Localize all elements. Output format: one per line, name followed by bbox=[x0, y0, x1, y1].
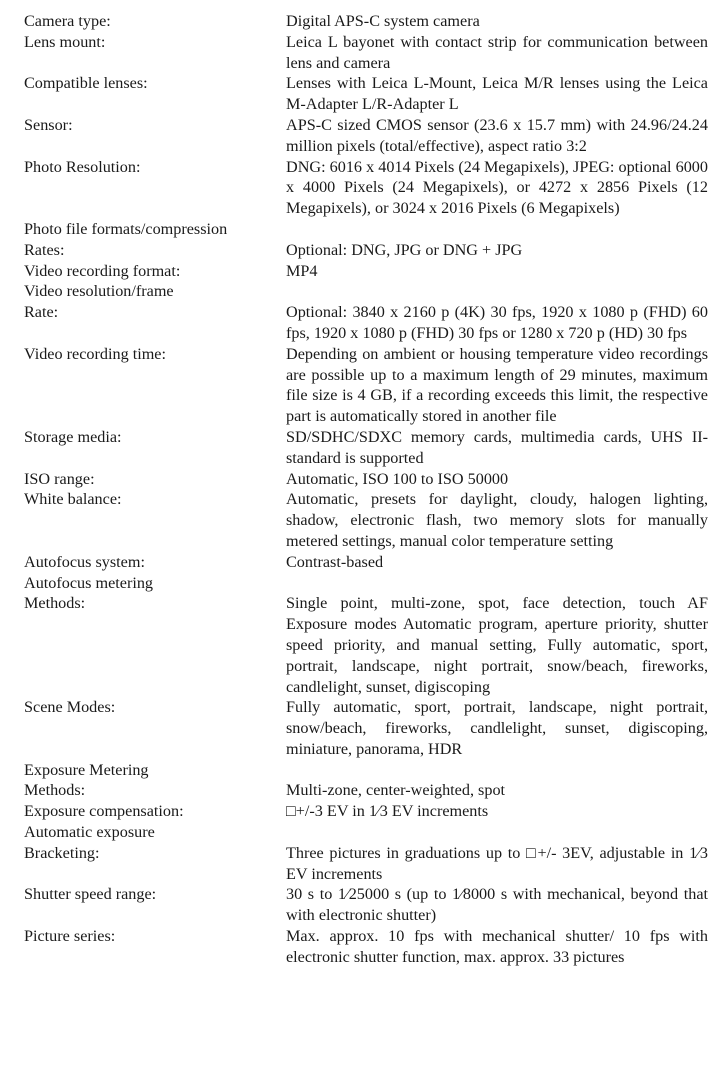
spec-value: Contrast-based bbox=[286, 552, 384, 571]
spec-label: Methods: bbox=[24, 594, 86, 613]
spec-label: Video resolution/frame bbox=[24, 282, 174, 301]
spec-label: Exposure compensation: bbox=[24, 802, 184, 821]
spec-label: Exposure Metering bbox=[24, 760, 149, 779]
spec-label: Shutter speed range: bbox=[24, 885, 157, 904]
spec-value: Depending on ambient or housing temperature video recordings are possible up to a maximum length of 29 minutes, maximum file size is 4 GB, if a recording exceeds this limit, the respective part is automatically stored in another file bbox=[286, 344, 708, 426]
spec-value: DNG: 6016 x 4014 Pixels (24 Megapixels), JPEG: optional 6000 x 4000 Pixels (24 Megapixels), or 4272 x 2856 Pixels (12 Megapixels), or 3024 x 2016 Pixels (6 Megapixels) bbox=[286, 157, 708, 218]
spec-row-shutter-speed-range bbox=[24, 884, 708, 926]
spec-row-picture-series bbox=[24, 926, 708, 968]
spec-label: Lens mount: bbox=[24, 32, 106, 51]
spec-label: White balance: bbox=[24, 490, 122, 509]
spec-value: SD/SDHC/SDXC memory cards, multimedia cards, UHS II-standard is supported bbox=[286, 427, 708, 467]
spec-row-video-resolution-heading bbox=[24, 281, 708, 302]
spec-value: Max. approx. 10 fps with mechanical shutter/ 10 fps with electronic shutter function, max. approx. 33 pictures bbox=[286, 927, 708, 966]
spec-value: Three pictures in graduations up to □+/- 3EV, adjustable in 1⁄3 EV increments bbox=[286, 843, 708, 883]
spec-row-storage-media bbox=[24, 427, 708, 469]
spec-value: Digital APS-C system camera bbox=[286, 12, 480, 30]
spec-value: 30 s to 1⁄25000 s (up to 1⁄8000 s with mechanical, beyond that with electronic shutter) bbox=[286, 885, 708, 925]
spec-value: Lenses with Leica L-Mount, Leica M/R lenses using the Leica M-Adapter L/R-Adapter L bbox=[286, 74, 708, 114]
spec-value: Multi-zone, center-weighted, spot bbox=[286, 781, 506, 800]
spec-sheet bbox=[24, 11, 708, 968]
spec-label: Photo file formats/compression bbox=[24, 219, 228, 238]
spec-value: □+/-3 EV in 1⁄3 EV increments bbox=[286, 802, 489, 821]
spec-row-bracketing bbox=[24, 843, 708, 885]
spec-value: Single point, multi-zone, spot, face detection, touch AF Exposure modes Automatic program, aperture priority, shutter speed priority, and manual setting, Fully automatic, sport, portrait, landscape, night portrait, snow/beach, fireworks, candlelight, sunset, digiscoping bbox=[286, 594, 708, 696]
spec-label: Video recording time: bbox=[24, 344, 166, 363]
spec-label: Photo Resolution: bbox=[24, 157, 141, 176]
spec-label: Video recording format: bbox=[24, 261, 181, 280]
spec-row-exposure-compensation bbox=[24, 801, 708, 822]
spec-label: Autofocus metering bbox=[24, 573, 154, 592]
spec-row-exposure-metering-heading bbox=[24, 760, 708, 781]
spec-label: Bracketing: bbox=[24, 843, 100, 862]
spec-label: Rates: bbox=[24, 240, 65, 259]
spec-label: Automatic exposure bbox=[24, 823, 155, 842]
spec-label: Rate: bbox=[24, 303, 59, 322]
spec-label: Compatible lenses: bbox=[24, 74, 148, 93]
spec-row-white-balance bbox=[24, 489, 708, 551]
spec-row-photo-resolution bbox=[24, 157, 708, 219]
spec-row-compatible-lenses bbox=[24, 73, 708, 115]
spec-row-automatic-exposure-heading bbox=[24, 822, 708, 843]
spec-label: Camera type: bbox=[24, 12, 111, 30]
spec-row-video-recording-format bbox=[24, 261, 708, 282]
spec-label: Scene Modes: bbox=[24, 698, 116, 717]
spec-label: ISO range: bbox=[24, 469, 95, 488]
spec-row-exposure-metering-methods bbox=[24, 780, 708, 801]
spec-label: Methods: bbox=[24, 781, 86, 800]
spec-label: Autofocus system: bbox=[24, 552, 145, 571]
spec-value: MP4 bbox=[286, 261, 318, 280]
spec-row-video-rate bbox=[24, 302, 708, 344]
spec-row-iso-range bbox=[24, 469, 708, 490]
spec-row-autofocus-system bbox=[24, 552, 708, 573]
spec-value: Automatic, presets for daylight, cloudy, halogen lighting, shadow, electronic flash, two memory slots for manually metered settings, manual color temperature setting bbox=[286, 490, 708, 550]
spec-value: Automatic, ISO 100 to ISO 50000 bbox=[286, 469, 509, 488]
spec-row-autofocus-metering-heading bbox=[24, 573, 708, 594]
spec-row-lens-mount bbox=[24, 32, 708, 74]
spec-row-photo-file-formats-heading bbox=[24, 219, 708, 240]
spec-value: Optional: DNG, JPG or DNG + JPG bbox=[286, 240, 523, 259]
spec-label: Picture series: bbox=[24, 927, 116, 946]
spec-label: Storage media: bbox=[24, 427, 122, 446]
spec-value: Optional: 3840 x 2160 p (4K) 30 fps, 1920 x 1080 p (FHD) 60 fps, 1920 x 1080 p (FHD) 30 fps or 1280 x 720 p (HD) 30 fps bbox=[286, 303, 708, 342]
spec-row-camera-type bbox=[24, 11, 708, 32]
spec-value: Leica L bayonet with contact strip for communication between lens and camera bbox=[286, 32, 708, 72]
spec-row-autofocus-methods bbox=[24, 593, 708, 697]
spec-row-video-recording-time bbox=[24, 344, 708, 427]
spec-value: Fully automatic, sport, portrait, landscape, night portrait, snow/beach, fireworks, candlelight, sunset, digiscoping, miniature, panorama, HDR bbox=[286, 698, 708, 758]
spec-label: Sensor: bbox=[24, 115, 73, 134]
spec-row-photo-file-rates bbox=[24, 240, 708, 261]
spec-row-scene-modes bbox=[24, 697, 708, 759]
spec-value: APS-C sized CMOS sensor (23.6 x 15.7 mm) with 24.96/24.24 million pixels (total/effective), aspect ratio 3:2 bbox=[286, 115, 708, 155]
spec-row-sensor bbox=[24, 115, 708, 157]
